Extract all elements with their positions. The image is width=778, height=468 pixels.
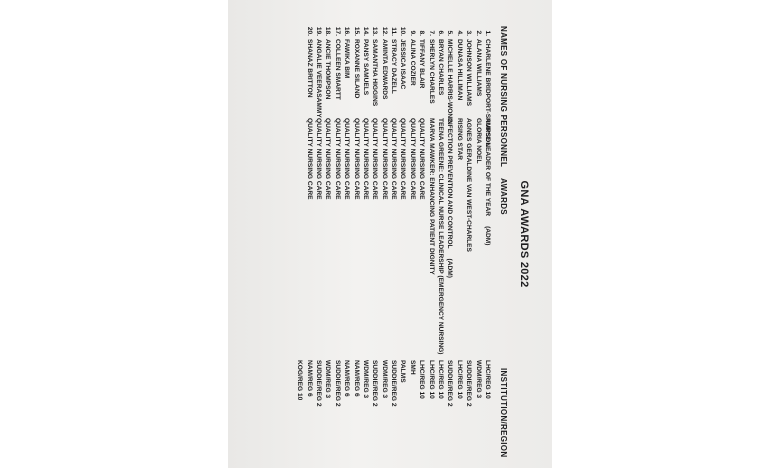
award-row [426, 118, 435, 338]
award-row [323, 118, 332, 338]
institution-region: LHC/REG 10 [427, 360, 435, 399]
award-name: QUALITY NURSING CARE [380, 118, 388, 200]
row-number: 2. [474, 30, 482, 36]
award-name: QUALITY NURSING CARE [352, 118, 360, 200]
personnel-name: ANCIE THOMPSON [324, 39, 332, 100]
award-name: QUALITY NURSING CARE [333, 118, 341, 200]
award-row [332, 118, 341, 338]
personnel-name: JESSICA ISAAC [399, 39, 407, 90]
personnel-name: AMINTA EDWARDS [380, 39, 388, 100]
row-number: 8. [418, 30, 426, 36]
personnel-name: SHERLYN CHARLES [427, 39, 435, 104]
awards-list [295, 118, 492, 355]
award-row [445, 118, 454, 338]
row-number: 14. [361, 26, 369, 36]
institution-row [323, 360, 332, 460]
document-paper [228, 0, 552, 468]
award-row [361, 118, 370, 338]
personnel-name: MICHELLE HARRIS-WONG [446, 39, 454, 124]
row-number: 16. [343, 26, 351, 36]
award-row [473, 118, 482, 338]
award-name: TEENA GREENE: CLINICAL NURSE LEADERSHIP (EMERGENCY NURSING) [437, 118, 445, 355]
awards-column-header: AWARDS [499, 178, 508, 215]
institution-region: LHC/REG 10 [484, 360, 491, 399]
award-row [389, 118, 398, 338]
award-row [464, 118, 473, 338]
row-number: 19. [314, 26, 322, 36]
award-name: QUALITY NURSING CARE [314, 118, 322, 200]
award-row [436, 118, 445, 355]
row-number: 3. [465, 30, 473, 36]
institution-region: NAM/REG 6 [305, 360, 313, 397]
personnel-name: BRYAN CHARLES [437, 39, 445, 96]
award-row [314, 118, 323, 338]
personnel-name: ALANA WILLIAMS [474, 39, 482, 97]
award-name: RISING STAR [455, 118, 463, 161]
row-number: 18. [324, 26, 332, 36]
institution-row [332, 360, 341, 460]
institution-row [417, 360, 426, 460]
row-number: 11. [390, 27, 398, 36]
row-number: 6. [437, 30, 445, 36]
award-name: QUALITY NURSING CARE [343, 118, 351, 200]
personnel-name: TIFFANY BLAIR [418, 39, 426, 89]
award-row [304, 118, 313, 338]
award-name: QUALITY NURSING CARE [361, 118, 369, 200]
institution-region: SUDDIE/REG 2 [390, 360, 398, 407]
personnel-name: SHANAZ BRITTON [305, 39, 313, 98]
award-row [295, 118, 304, 338]
institution-row [426, 360, 435, 460]
award-row [379, 118, 388, 338]
award-note: (ADM) [484, 226, 491, 246]
award-name: QUALITY NURSING CARE [305, 118, 313, 200]
personnel-name: SAMANTHA HIGGINS [371, 39, 379, 107]
award-name: NURSE LEADER OF THE YEAR [484, 118, 491, 217]
award-note: (ADM) [446, 258, 454, 278]
institution-row [483, 360, 492, 460]
institution-region: WDM/REG 3 [361, 360, 369, 399]
institution-row [398, 360, 407, 460]
award-name: INFECTION PREVENTION AND CONTROL [446, 118, 454, 249]
personnel-name: STRACY DAZELL [390, 39, 398, 94]
award-name: MARVA MAWKER: ENHANCING PATIENT DIGNITY [427, 118, 435, 275]
institution-row [314, 360, 323, 460]
award-name: AGNES GERALDINE VAN WEST-CHARLES [465, 118, 473, 252]
institution-row [379, 360, 388, 460]
personnel-name: ALINA COZIER [408, 39, 416, 86]
institution-region: SUDDIE/REG 2 [371, 360, 379, 407]
award-row [398, 118, 407, 338]
institution-column-header: INSTITUTION/REGION [499, 368, 508, 458]
institution-region: KOG/REG 10 [296, 360, 304, 401]
row-number: 7. [427, 30, 435, 36]
row-number: 20. [305, 26, 313, 36]
personnel-name: FAWIKA BIM [343, 39, 351, 79]
institution-row [370, 360, 379, 460]
institution-row [464, 360, 473, 460]
award-name: QUALITY NURSING CARE [399, 118, 407, 200]
award-row [454, 118, 463, 338]
institution-row [361, 360, 370, 460]
row-number: 15. [352, 26, 360, 36]
names-column-header: NAMES OF NURSING PERSONNEL [499, 26, 508, 168]
row-number: 1. [484, 30, 491, 36]
award-name: QUALITY NURSING CARE [418, 118, 426, 200]
institution-region: NAM/REG 6 [343, 360, 351, 397]
institution-region: LHC/REG 10 [455, 360, 463, 399]
award-name: QUALITY NURSING CARE [324, 118, 332, 200]
institution-region: SMH [408, 360, 416, 375]
institution-row [351, 360, 360, 460]
personnel-name: JOHNSON WILLIAMS [465, 39, 473, 107]
institution-row [445, 360, 454, 460]
institution-row [473, 360, 482, 460]
personnel-name: PANSY SAMUELS [361, 39, 369, 96]
institution-region: WDM/REG 3 [324, 360, 332, 399]
row-number: 10. [399, 26, 407, 36]
row-number: 12. [380, 26, 388, 36]
institution-row [304, 360, 313, 460]
institution-region: SUDDIE/REG 2 [333, 360, 341, 407]
row-number: 9. [408, 30, 416, 36]
institution-region: SUDDIE/REG 2 [446, 360, 454, 407]
institution-region: PALMS [399, 360, 407, 383]
personnel-name: DUNASA HILLIMAN [455, 39, 463, 101]
award-name: QUALITY NURSING CARE [371, 118, 379, 200]
award-row [351, 118, 360, 338]
document-page [228, 0, 552, 468]
row-number: 17. [333, 26, 341, 36]
institution-list [295, 360, 492, 460]
personnel-name: ROXANNE SILAND [352, 39, 360, 99]
row-number: 4. [455, 30, 463, 36]
institution-region: SUDDIE/REG 2 [465, 360, 473, 407]
award-name: QUALITY NURSING CARE [390, 118, 398, 200]
institution-row [454, 360, 463, 460]
row-number: 5. [446, 30, 454, 36]
award-row [407, 118, 416, 338]
institution-row [389, 360, 398, 460]
award-row [342, 118, 351, 338]
institution-region: LHC/REG 10 [418, 360, 426, 399]
award-row [370, 118, 379, 338]
institution-row [295, 360, 304, 460]
award-name: GLORIA NOEL [474, 118, 482, 164]
award-name: QUALITY NURSING CARE [408, 118, 416, 200]
personnel-name: COLLEEN SMARTT [333, 39, 341, 100]
personnel-name: ANGALIE VEERASAMMY [314, 39, 322, 118]
institution-region: LHC/REG 10 [437, 360, 445, 399]
institution-region: SUDDIE/REG 2 [314, 360, 322, 407]
award-row [483, 118, 492, 338]
award-row [417, 118, 426, 338]
institution-row [436, 360, 445, 460]
institution-region: WDM/REG 3 [474, 360, 482, 399]
institution-region: WDM/REG 3 [380, 360, 388, 399]
personnel-name: CHARLENE BRIDPORT-SAMPSON [484, 39, 491, 148]
institution-row [342, 360, 351, 460]
institution-row [407, 360, 416, 460]
row-number: 13. [371, 26, 379, 36]
institution-region: NAM/REG 6 [352, 360, 360, 397]
document-title: GNA AWARDS 2022 [518, 180, 530, 288]
